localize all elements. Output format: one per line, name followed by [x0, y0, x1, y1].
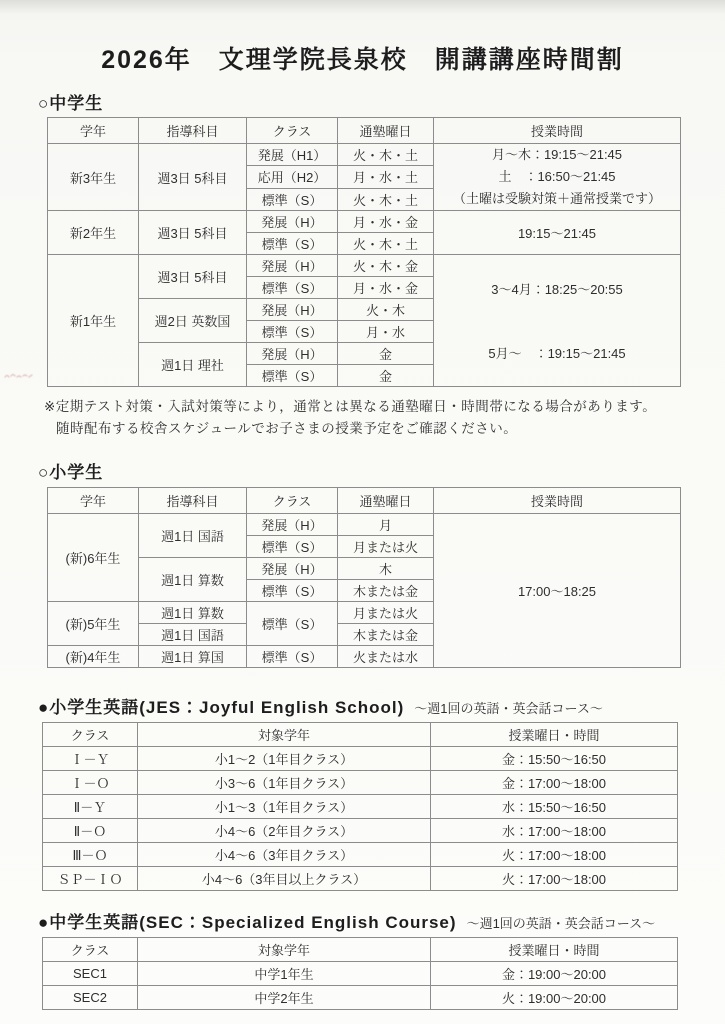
target-grade-cell: 中学1年生 [138, 961, 431, 985]
day-time-cell: 火：17:00～18:00 [431, 866, 678, 890]
sec-heading-text: ●中学生英語(SEC：Specialized English Course) [38, 912, 457, 932]
class-cell: 標準（S） [247, 277, 338, 299]
target-grade-cell: 小4～6（3年目クラス） [138, 842, 431, 866]
junior-high-heading: ○中学生 [38, 94, 104, 113]
jes-heading-text: ●小学生英語(JES：Joyful English School) [38, 697, 405, 717]
days-cell: 火・木 [338, 299, 434, 321]
subject-cell: 週3日 5科目 [139, 144, 247, 211]
grade-cell: (新)6年生 [48, 513, 139, 601]
table-row [43, 866, 678, 890]
days-cell: 月または火 [338, 535, 434, 557]
elementary-table [47, 487, 681, 668]
class-cell: ＳＰ－ＩＯ [43, 866, 138, 890]
scan-artifact-mark [4, 371, 38, 381]
col-header-time: 授業時間 [434, 118, 681, 144]
sec-table [42, 937, 678, 1010]
class-cell: 発展（H） [247, 211, 338, 233]
table-header-row [48, 118, 681, 144]
class-cell: 発展（H1） [247, 144, 338, 166]
class-cell: Ｉ－Ｏ [43, 770, 138, 794]
col-header-time: 授業時間 [434, 487, 681, 513]
days-cell: 月・水 [338, 321, 434, 343]
class-cell: 発展（H） [247, 343, 338, 365]
col-header-grade: 学年 [48, 118, 139, 144]
grade-cell: 新1年生 [48, 255, 139, 387]
days-cell: 月・水・金 [338, 211, 434, 233]
col-header-class: クラス [247, 487, 338, 513]
class-cell: 標準（S） [247, 645, 338, 667]
subject-cell: 週3日 5科目 [139, 211, 247, 255]
days-cell: 火・木・土 [338, 144, 434, 166]
target-grade-cell: 小3～6（1年目クラス） [138, 770, 431, 794]
target-grade-cell: 小4～6（2年目クラス） [138, 818, 431, 842]
junior-high-table [47, 117, 681, 387]
col-header-subject: 指導科目 [139, 118, 247, 144]
class-cell: Ⅱ－Ｏ [43, 818, 138, 842]
elementary-heading: ○小学生 [38, 462, 104, 482]
table-row [43, 961, 678, 985]
table-row [43, 842, 678, 866]
days-cell: 月 [338, 513, 434, 535]
table-row [43, 985, 678, 1009]
grade-cell: (新)4年生 [48, 645, 139, 667]
time-line: （土曜は受験対策＋通常授業です） [452, 191, 661, 206]
time-cell: 19:15～21:45 [434, 211, 681, 255]
class-cell: 発展（H） [247, 255, 338, 277]
target-grade-cell: 中学2年生 [138, 985, 431, 1009]
days-cell: 金 [338, 343, 434, 365]
col-header-target-grade: 対象学年 [138, 937, 431, 961]
table-row [43, 818, 678, 842]
days-cell: 月または火 [338, 601, 434, 623]
page-title: 2026年 文理学院長泉校 開講講座時間割 [101, 46, 624, 74]
table-header-row [43, 722, 678, 746]
class-cell: 標準（S） [247, 233, 338, 255]
sec-subtitle: ～週1回の英語・英会話コース～ [466, 915, 656, 931]
subject-cell: 週1日 国語 [139, 513, 247, 557]
col-header-class: クラス [247, 118, 338, 144]
col-header-days: 通塾曜日 [338, 487, 434, 513]
subject-cell: 週1日 算国 [139, 645, 247, 667]
time-lines [438, 144, 676, 210]
target-grade-cell: 小4～6（3年目以上クラス） [138, 866, 431, 890]
days-cell: 木または金 [338, 579, 434, 601]
day-time-cell: 金：15:50～16:50 [431, 746, 678, 770]
day-time-cell: 火：19:00～20:00 [431, 985, 678, 1009]
jes-table [42, 722, 678, 891]
time-line: 月～木：19:15～21:45 [491, 147, 623, 162]
subject-cell: 週1日 理社 [139, 343, 247, 387]
class-cell: Ⅱ－Ｙ [43, 794, 138, 818]
class-cell: 標準（S） [247, 579, 338, 601]
class-cell: Ⅲ－Ｏ [43, 842, 138, 866]
days-cell: 火・木・土 [338, 188, 434, 210]
class-cell: Ｉ－Ｙ [43, 746, 138, 770]
day-time-cell: 水：17:00～18:00 [431, 818, 678, 842]
class-cell: 発展（H） [247, 299, 338, 321]
days-cell: 月・水・金 [338, 277, 434, 299]
table-row [48, 513, 681, 535]
class-cell: 標準（S） [247, 321, 338, 343]
col-header-class: クラス [43, 937, 138, 961]
table-row [48, 144, 681, 166]
col-header-day-time: 授業曜日・時間 [431, 937, 678, 961]
time-cell [434, 255, 681, 387]
subject-cell: 週1日 国語 [139, 623, 247, 645]
time-line: 3～4月：18:25～20:55 [491, 282, 623, 297]
target-grade-cell: 小1～2（1年目クラス） [138, 746, 431, 770]
class-cell: 発展（H） [247, 513, 338, 535]
days-cell: 木または金 [338, 623, 434, 645]
class-cell: SEC1 [43, 961, 138, 985]
time-lines [438, 257, 676, 385]
days-cell: 火または水 [338, 645, 434, 667]
target-grade-cell: 小1～3（1年目クラス） [138, 794, 431, 818]
day-time-cell: 火：17:00～18:00 [431, 842, 678, 866]
day-time-cell: 金：19:00～20:00 [431, 961, 678, 985]
grade-cell: 新2年生 [48, 211, 139, 255]
table-header-row [48, 487, 681, 513]
col-header-target-grade: 対象学年 [138, 722, 431, 746]
note-line: 随時配布する校舎スケジュールでお子さまの授業予定をご確認ください。 [56, 421, 518, 437]
days-cell: 木 [338, 557, 434, 579]
note-line: ※定期テスト対策・入試対策等により，通常とは異なる通塾曜日・時間帯になる場合があります。 [44, 399, 657, 414]
days-cell: 火・木・金 [338, 255, 434, 277]
day-time-cell: 水：15:50～16:50 [431, 794, 678, 818]
table-row [48, 255, 681, 277]
class-cell: 発展（H） [247, 557, 338, 579]
col-header-day-time: 授業曜日・時間 [431, 722, 678, 746]
col-header-days: 通塾曜日 [338, 118, 434, 144]
time-line: 土 ：16:50～21:45 [498, 169, 616, 184]
notes [44, 396, 725, 441]
jes-subtitle: ～週1回の英語・英会話コース～ [414, 700, 603, 716]
subject-cell: 週2日 英数国 [139, 299, 247, 343]
days-cell: 火・木・土 [338, 233, 434, 255]
class-cell: 標準（S） [247, 535, 338, 557]
table-row [43, 746, 678, 770]
class-cell: 標準（S） [247, 188, 338, 210]
class-cell: 標準（S） [247, 601, 338, 645]
col-header-class: クラス [43, 722, 138, 746]
class-cell: 標準（S） [247, 365, 338, 387]
table-row [43, 770, 678, 794]
table-header-row [43, 937, 678, 961]
class-cell: SEC2 [43, 985, 138, 1009]
days-cell: 金 [338, 365, 434, 387]
table-row [48, 211, 681, 233]
day-time-cell: 金：17:00～18:00 [431, 770, 678, 794]
class-cell: 応用（H2） [247, 166, 338, 188]
table-row [43, 794, 678, 818]
days-cell: 月・水・土 [338, 166, 434, 188]
time-line: 5月～ ：19:15～21:45 [488, 346, 626, 361]
subject-cell: 週3日 5科目 [139, 255, 247, 299]
time-cell [434, 144, 681, 211]
grade-cell: (新)5年生 [48, 601, 139, 645]
time-cell: 17:00～18:25 [434, 513, 681, 667]
subject-cell: 週1日 算数 [139, 557, 247, 601]
jes-heading [38, 693, 725, 718]
col-header-subject: 指導科目 [139, 487, 247, 513]
grade-cell: 新3年生 [48, 144, 139, 211]
sec-heading [38, 908, 725, 933]
subject-cell: 週1日 算数 [139, 601, 247, 623]
col-header-grade: 学年 [48, 487, 139, 513]
